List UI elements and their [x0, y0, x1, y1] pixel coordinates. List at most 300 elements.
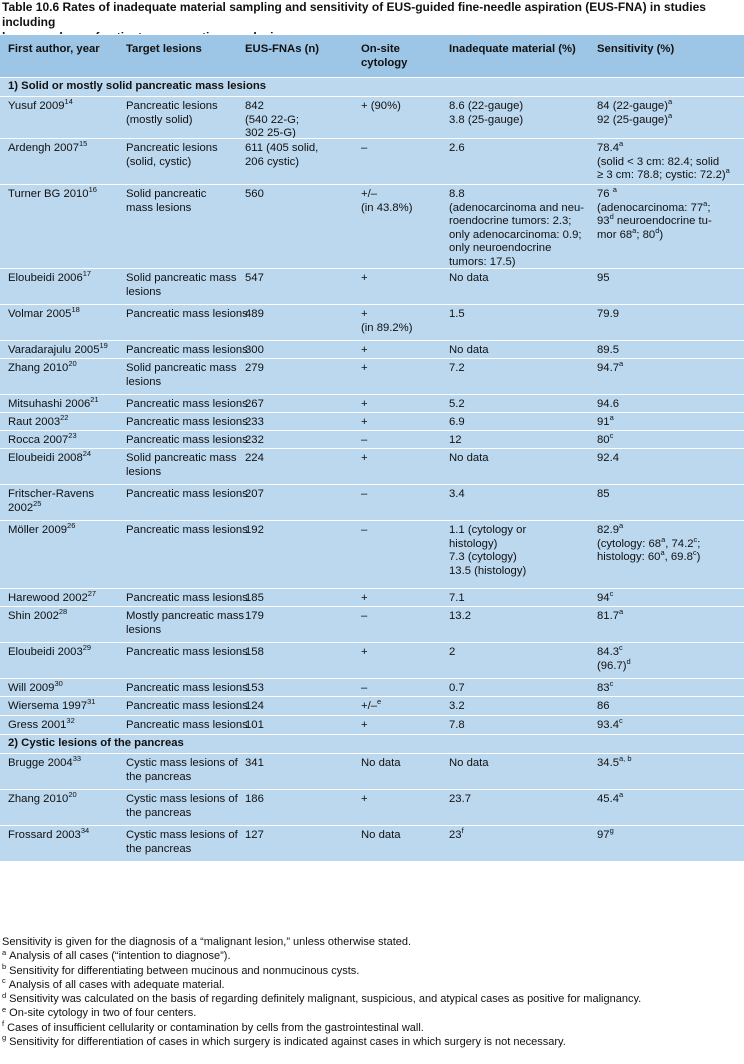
- onsite-line: –: [361, 434, 368, 446]
- inadequate-line: 6.9: [449, 416, 465, 428]
- author-name: Eloubeidi 2003$^{29}$: [8, 643, 92, 658]
- target-line: lesions: [126, 623, 162, 636]
- footnote-marker: a: [660, 548, 665, 558]
- sensitivity-line: 45.4$^a$: [597, 790, 624, 805]
- footnote-marker: c: [619, 716, 623, 726]
- cell-inadequate: [449, 524, 526, 578]
- cell-fnas: [245, 188, 264, 202]
- header-fnas: EUS-FNAs (n): [245, 43, 320, 55]
- author-name: Shin 2002$^{28}$: [8, 607, 68, 622]
- cell-inadequate: [449, 272, 489, 286]
- inadequate-line: 2: [449, 646, 456, 658]
- footnote-marker: a: [619, 790, 624, 800]
- cell-onsite: [361, 362, 368, 376]
- footnote-marker: c: [609, 431, 614, 441]
- cell-inadequate: [449, 434, 462, 448]
- sensitivity-line: $(96.7)^d$: [597, 656, 631, 672]
- target-line: Pancreatic mass lesions: [126, 700, 248, 712]
- footnote-marker: 21: [90, 395, 99, 405]
- sensitivity-line: 84.3$^c$: [597, 643, 623, 658]
- sensitivity-line: 93$^d$ neuroendocrine tu-: [597, 212, 712, 228]
- cell-inadequate: [449, 682, 465, 696]
- inadequate-line: 23$^f$: [449, 826, 464, 841]
- footnote-marker: 23: [68, 431, 77, 441]
- fnas-line: 611 (405 solid,: [245, 142, 319, 154]
- cell-target: [126, 452, 237, 479]
- inadequate-line: 2.6: [449, 142, 465, 154]
- cell-fnas: [245, 142, 318, 169]
- table-row: [0, 412, 744, 430]
- footnote-item: $^a$ Analysis of all cases (“intention to diagnose”).: [2, 947, 231, 963]
- sensitivity-line: 92.4: [597, 452, 619, 464]
- cell-fnas: [245, 398, 264, 412]
- cell-onsite: [361, 488, 367, 502]
- inadequate-line: 8.8: [449, 188, 465, 200]
- footnote-mark: g: [2, 1033, 7, 1043]
- onsite-line: +: [361, 452, 368, 464]
- footnote-marker: d: [655, 226, 660, 236]
- cell-inadequate: [449, 488, 465, 502]
- cell-author: [8, 413, 69, 430]
- cell-inadequate: [449, 100, 523, 127]
- cell-onsite: [361, 188, 413, 215]
- section-header-row: [0, 734, 744, 753]
- footnote-marker: a: [725, 166, 730, 176]
- cell-onsite: [361, 524, 367, 538]
- footnote-marker: 30: [54, 679, 63, 689]
- onsite-line: (in 89.2%): [361, 321, 413, 334]
- target-line: Cystic mass lesions of: [126, 757, 238, 769]
- cell-target: [126, 592, 248, 606]
- footnote-marker: a: [619, 521, 624, 531]
- section-header-row: [0, 77, 744, 96]
- cell-fnas: [245, 308, 264, 322]
- inadequate-line: 3.4: [449, 488, 465, 500]
- footnote-mark: d: [2, 990, 7, 1000]
- inadequate-line: 1.5: [449, 308, 465, 320]
- cell-inadequate: [449, 700, 465, 714]
- cell-sensitivity: [597, 488, 610, 502]
- author-name: Varadarajulu 2005$^{19}$: [8, 341, 108, 356]
- cell-author: [8, 185, 97, 202]
- sensitivity-line: 85: [597, 488, 610, 500]
- fnas-line: 158: [245, 646, 264, 658]
- inadequate-line: 12: [449, 434, 462, 446]
- table-row: [0, 606, 744, 642]
- header-author: First author, year: [8, 43, 100, 55]
- table-row: [0, 715, 744, 734]
- fnas-line: 489: [245, 308, 264, 320]
- author-name: Zhang 2010$^{20}$: [8, 790, 77, 805]
- fnas-line: 547: [245, 272, 264, 284]
- sensitivity-line: 83$^c$: [597, 679, 614, 694]
- sensitivity-line: 84 (22-gauge)$^a$: [597, 97, 673, 112]
- footnote-marker: 16: [88, 185, 97, 195]
- footnote-marker: 14: [64, 97, 73, 107]
- table-row: [0, 340, 744, 358]
- footnote-marker: 24: [82, 449, 92, 459]
- cell-inadequate: [449, 592, 465, 606]
- inadequate-line: No data: [449, 272, 489, 284]
- target-line: Pancreatic mass lesions: [126, 488, 248, 500]
- cell-author: [8, 589, 97, 606]
- fnas-line: 192: [245, 524, 264, 536]
- cell-author: [8, 395, 99, 412]
- header-onsite-line1: On-site: [361, 43, 400, 55]
- cell-fnas: [245, 646, 264, 660]
- target-line: Pancreatic mass lesions: [126, 682, 248, 694]
- header-onsite: [361, 43, 407, 70]
- cell-target: [126, 682, 248, 696]
- fnas-line: 232: [245, 434, 264, 446]
- cell-sensitivity: [597, 185, 712, 242]
- footnote-marker: a, b: [619, 754, 632, 764]
- cell-target: [126, 188, 206, 215]
- footnote-general: Sensitivity is given for the diagnosis of a “malignant lesion,” unless otherwise stated.: [2, 936, 412, 948]
- sensitivity-line: 94.6: [597, 398, 619, 410]
- inadequate-line: roendocrine tumors: 2.3;: [449, 215, 572, 228]
- cell-author: [8, 359, 77, 376]
- footnote-marker: 31: [87, 697, 96, 707]
- target-line: Pancreatic mass lesions: [126, 524, 248, 536]
- inadequate-line: No data: [449, 452, 489, 464]
- target-line: Pancreatic mass lesions: [126, 398, 248, 410]
- sensitivity-line: 94.7$^a$: [597, 359, 624, 374]
- cell-target: [126, 100, 218, 127]
- target-line: Pancreatic mass lesions: [126, 719, 248, 731]
- cell-target: [126, 610, 244, 637]
- table-row: [0, 825, 744, 861]
- cell-sensitivity: [597, 643, 631, 673]
- footnote-marker: a: [667, 110, 673, 120]
- cell-author: [8, 607, 68, 624]
- fnas-line: 127: [245, 829, 264, 841]
- cell-sensitivity: [597, 826, 614, 843]
- cell-fnas: [245, 682, 264, 696]
- fnas-line: 179: [245, 610, 264, 622]
- table-row: [0, 358, 744, 394]
- fnas-line: 300: [245, 344, 264, 356]
- cell-fnas: [245, 362, 264, 376]
- table-row: [0, 394, 744, 412]
- footnote-marker: a: [619, 139, 624, 149]
- footnote-marker: 22: [60, 413, 69, 423]
- onsite-line: + (90%): [361, 100, 401, 112]
- footnote-mark: e: [2, 1004, 7, 1014]
- table-row: [0, 138, 744, 184]
- cell-author: [8, 97, 73, 114]
- fnas-line: 302 25-G): [245, 127, 296, 140]
- cell-onsite: [361, 100, 401, 114]
- table-row: [0, 96, 744, 138]
- target-line: the pancreas: [126, 806, 192, 819]
- footnote-mark: a: [2, 947, 7, 957]
- author-name: Wiersema 1997$^{31}$: [8, 697, 96, 712]
- cell-sensitivity: [597, 452, 619, 466]
- target-line: Solid pancreatic mass: [126, 272, 237, 284]
- sensitivity-line: 89.5: [597, 344, 619, 356]
- inadequate-line: 3.2: [449, 700, 465, 712]
- inadequate-line: No data: [449, 344, 489, 356]
- target-line: Pancreatic mass lesions: [126, 592, 248, 604]
- fnas-line: 185: [245, 592, 264, 604]
- fnas-line: (540 22-G;: [245, 113, 300, 126]
- footnote-marker: a: [619, 359, 624, 369]
- footnote-item: $^e$ On-site cytology in two of four centers.: [2, 1004, 197, 1020]
- fnas-line: 224: [245, 452, 264, 464]
- cell-fnas: [245, 719, 264, 733]
- sensitivity-line: 91$^a$: [597, 413, 614, 428]
- footnote-item: $^c$ Analysis of all cases with adequate material.: [2, 976, 225, 991]
- cell-author: [8, 790, 77, 807]
- cell-sensitivity: [597, 790, 624, 807]
- cell-inadequate: [449, 398, 465, 412]
- author-name: Eloubeidi 2008$^{24}$: [8, 449, 92, 464]
- author-name: Harewood 2002$^{27}$: [8, 589, 97, 604]
- target-line: Pancreatic mass lesions: [126, 434, 248, 446]
- inadequate-line: 23.7: [449, 793, 471, 805]
- sensitivity-line: 92 (25-gauge)$^a$: [597, 110, 673, 126]
- onsite-line: (in 43.8%): [361, 201, 413, 214]
- onsite-line: +: [361, 416, 368, 428]
- cell-inadequate: [449, 142, 465, 156]
- footnote-marker: 28: [58, 607, 68, 617]
- cell-sensitivity: [597, 607, 624, 624]
- cell-onsite: [361, 829, 401, 843]
- target-line: the pancreas: [126, 770, 192, 783]
- author-name: Rocca 2007$^{23}$: [8, 431, 77, 446]
- cell-inadequate: [449, 610, 471, 624]
- cell-sensitivity: [597, 359, 624, 376]
- cell-target: [126, 793, 238, 820]
- sensitivity-line: 95: [597, 272, 610, 284]
- cell-target: [126, 416, 248, 430]
- footnote-marker: d: [609, 212, 614, 222]
- cell-fnas: [245, 793, 264, 807]
- onsite-line: +: [361, 272, 368, 284]
- cell-onsite: [361, 719, 368, 733]
- footnote-mark: f: [2, 1019, 5, 1029]
- onsite-line: +: [361, 398, 368, 410]
- onsite-line: +: [361, 308, 368, 320]
- cell-inadequate: [449, 344, 489, 358]
- author-name: Zhang 2010$^{20}$: [8, 359, 77, 374]
- cell-onsite: [361, 308, 413, 335]
- footnote-item: $^f$ Cases of insufficient cellularity or contamination by cells from the gastrointestinal wall.: [2, 1019, 424, 1034]
- footnote-marker: 26: [67, 521, 76, 531]
- cell-target: [126, 700, 248, 714]
- target-line: Cystic mass lesions of: [126, 793, 238, 805]
- footnote-marker: 25: [33, 498, 42, 508]
- sensitivity-line: mor 68$^a$; 80$^d$): [597, 226, 664, 241]
- author-name: Raut 2003$^{22}$: [8, 413, 69, 428]
- sensitivity-line: (solid < 3 cm: 82.4; solid: [597, 155, 720, 168]
- inadequate-line: No data: [449, 757, 489, 769]
- footnote-marker: e: [377, 697, 382, 707]
- footnote-item: $^g$ Sensitivity for differentiation of cases in which surgery is indicated against cases in which surgery is not necessary.: [2, 1033, 566, 1049]
- inadequate-line: 0.7: [449, 682, 465, 694]
- inadequate-line: 13.5 (histology): [449, 564, 527, 577]
- cell-onsite: [361, 610, 367, 624]
- author-name: Will 2009$^{30}$: [8, 679, 63, 694]
- target-line: Solid pancreatic mass: [126, 362, 237, 374]
- cell-onsite: [361, 646, 368, 660]
- cell-target: [126, 829, 238, 856]
- cell-sensitivity: [597, 344, 619, 358]
- cell-sensitivity: [597, 431, 614, 448]
- fnas-line: 206 cystic): [245, 155, 299, 168]
- header-sensitivity: Sensitivity (%): [597, 43, 675, 55]
- footnote-marker: a: [612, 185, 617, 195]
- target-line: lesions: [126, 465, 162, 478]
- target-line: Solid pancreatic: [126, 188, 207, 200]
- author-name: Eloubeidi 2006$^{17}$: [8, 269, 92, 284]
- cell-fnas: [245, 757, 264, 771]
- cell-fnas: [245, 524, 264, 538]
- cell-onsite: [361, 682, 367, 696]
- author-name: Fritscher-Ravens: [8, 488, 95, 500]
- sensitivity-line: ≥ 3 cm: 78.8; cystic: 72.2)$^a$: [597, 166, 730, 182]
- cell-sensitivity: [597, 754, 632, 771]
- cell-onsite: [361, 452, 368, 466]
- table-row: [0, 588, 744, 606]
- inadequate-line: only adenocarcinoma: 0.9;: [449, 228, 582, 241]
- cell-author: [8, 826, 90, 843]
- cell-inadequate: [449, 793, 471, 807]
- cell-inadequate: [449, 646, 455, 660]
- onsite-line: +: [361, 592, 368, 604]
- author-name: Mitsuhashi 2006$^{21}$: [8, 395, 99, 410]
- target-line: Pancreatic lesions: [126, 100, 218, 112]
- cell-target: [126, 308, 248, 322]
- author-name: Volmar 2005$^{18}$: [8, 305, 80, 320]
- table-row: [0, 184, 744, 268]
- table-row: [0, 753, 744, 789]
- cell-onsite: [361, 592, 368, 606]
- target-line: lesions: [126, 285, 162, 298]
- cell-author: [8, 341, 108, 358]
- target-line: Pancreatic mass lesions: [126, 308, 248, 320]
- cell-inadequate: [449, 416, 465, 430]
- cell-onsite: [361, 398, 368, 412]
- cell-sensitivity: [597, 521, 701, 565]
- table-row: [0, 268, 744, 304]
- footnote-marker: a: [703, 198, 708, 208]
- inadequate-line: 7.1: [449, 592, 465, 604]
- inadequate-line: 8.6 (22-gauge): [449, 100, 524, 112]
- fnas-line: 341: [245, 757, 264, 769]
- sensitivity-line: 76 $^a$: [597, 185, 617, 200]
- inadequate-line: 5.2: [449, 398, 465, 410]
- cell-inadequate: [449, 757, 489, 771]
- target-line: (solid, cystic): [126, 155, 192, 168]
- cell-fnas: [245, 416, 264, 430]
- cell-inadequate: [449, 188, 584, 270]
- onsite-line: –: [361, 524, 368, 536]
- footnote-marker: d: [626, 656, 631, 666]
- cell-target: [126, 398, 248, 412]
- table-row: [0, 448, 744, 484]
- onsite-line: –: [361, 682, 368, 694]
- header-target: Target lesions: [126, 43, 202, 55]
- onsite-line: –: [361, 610, 368, 622]
- cell-onsite: [361, 416, 368, 430]
- inadequate-line: 7.8: [449, 719, 465, 731]
- cell-author: [8, 697, 96, 714]
- cell-sensitivity: [597, 272, 610, 286]
- author-name: Gress 2001$^{32}$: [8, 716, 75, 731]
- author-name: Brugge 2004$^{33}$: [8, 754, 82, 769]
- cell-onsite: [361, 793, 368, 807]
- author-name: Möller 2009$^{26}$: [8, 521, 76, 536]
- cell-fnas: [245, 272, 264, 286]
- onsite-line: +: [361, 646, 368, 658]
- target-line: Pancreatic mass lesions: [126, 416, 248, 428]
- cell-target: [126, 488, 248, 502]
- footnote-marker: c: [619, 643, 623, 653]
- cell-fnas: [245, 344, 264, 358]
- sensitivity-line: 34.5$^{a, b}$: [597, 754, 632, 769]
- cell-onsite: [361, 697, 382, 714]
- target-line: Pancreatic mass lesions: [126, 344, 248, 356]
- inadequate-line: 7.2: [449, 362, 465, 374]
- footnote-marker: c: [609, 679, 614, 689]
- cell-onsite: [361, 344, 368, 358]
- footnote-marker: 33: [72, 754, 82, 764]
- sensitivity-line: 82.9$^a$: [597, 521, 624, 536]
- inadequate-line: 3.8 (25-gauge): [449, 113, 524, 126]
- target-line: mass lesions: [126, 201, 192, 214]
- cell-target: [126, 646, 248, 660]
- footnote-mark: c: [2, 976, 6, 986]
- footnote-list: [2, 949, 742, 1049]
- author-name: Ardengh 2007$^{15}$: [8, 139, 88, 154]
- footnote-marker: 29: [82, 643, 92, 653]
- cell-sensitivity: [597, 398, 619, 412]
- cell-fnas: [245, 610, 264, 624]
- onsite-line: No data: [361, 829, 401, 841]
- cell-sensitivity: [597, 589, 614, 606]
- onsite-line: +: [361, 344, 368, 356]
- sensitivity-line: 93.4$^c$: [597, 716, 623, 731]
- footnote-marker: 18: [71, 305, 80, 315]
- cell-target: [126, 524, 248, 538]
- footnote-marker: a: [619, 607, 624, 617]
- cell-target: [126, 142, 218, 169]
- inadequate-line: (adenocarcinoma and neu-: [449, 201, 585, 214]
- inadequate-line: 13.2: [449, 610, 471, 622]
- cell-target: [126, 757, 238, 784]
- onsite-line: +/–: [361, 188, 378, 200]
- sensitivity-line: 94$^c$: [597, 589, 614, 604]
- cell-author: [8, 139, 88, 156]
- footnote-marker: 27: [87, 589, 97, 599]
- cell-inadequate: [449, 362, 465, 376]
- cell-author: [8, 431, 77, 448]
- fnas-line: 207: [245, 488, 264, 500]
- cell-target: [126, 719, 248, 733]
- sensitivity-line: (adenocarcinoma: 77$^a$;: [597, 198, 711, 214]
- cell-onsite: [361, 757, 401, 771]
- footnote-marker: 34: [80, 826, 90, 836]
- sensitivity-line: histology: 60$^a$, 69.8$^c$): [597, 548, 701, 564]
- section-title: 1) Solid or mostly solid pancreatic mass lesions: [8, 80, 267, 92]
- inadequate-line: 7.3 (cytology): [449, 551, 517, 564]
- target-line: Pancreatic lesions: [126, 142, 218, 154]
- table-row: [0, 430, 744, 448]
- sensitivity-line: (cytology: 68$^a$, 74.2$^c$;: [597, 534, 701, 550]
- author-name: Turner BG 2010$^{16}$: [8, 185, 97, 200]
